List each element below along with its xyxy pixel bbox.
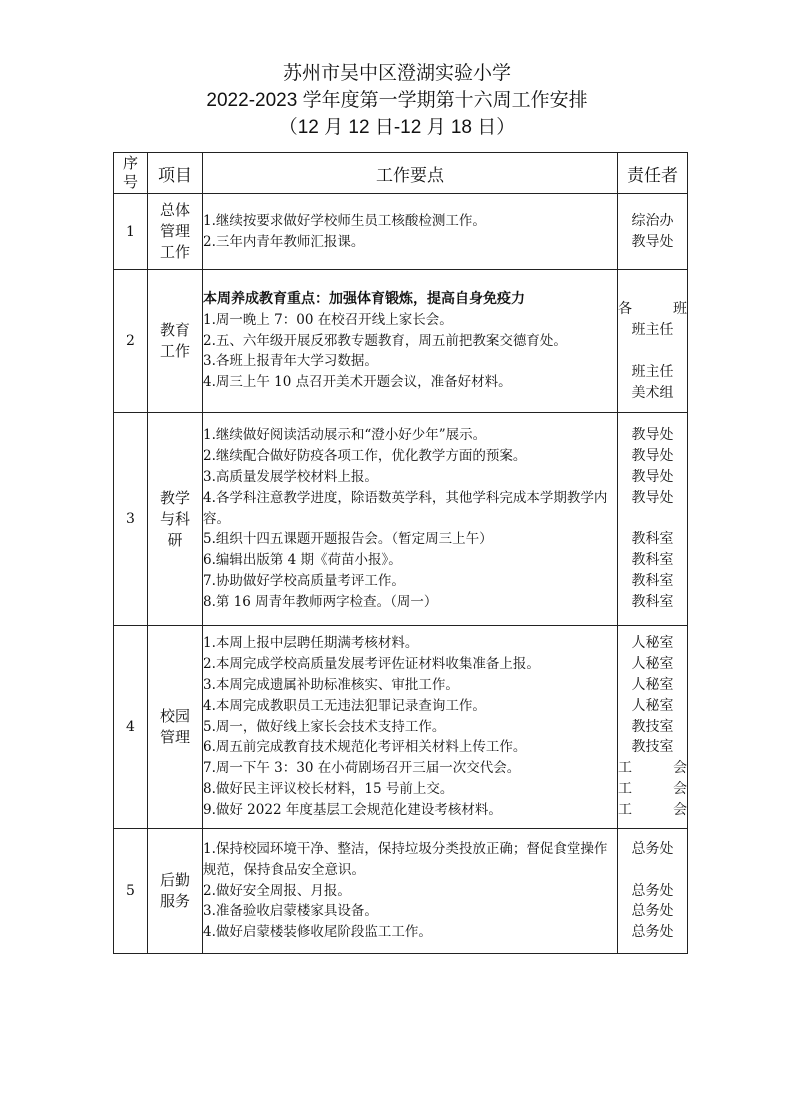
document-header bbox=[0, 60, 794, 141]
point-line: 5.周一，做好线上家长会技术支持工作。 bbox=[203, 718, 446, 735]
owner-line: 教技室 bbox=[631, 718, 674, 735]
owner-line: 教科室 bbox=[631, 572, 674, 589]
owner-line bbox=[618, 860, 687, 881]
owner-line: 教导处 bbox=[631, 448, 674, 465]
owner-line: 总务处 bbox=[631, 841, 674, 857]
point-line: 2.三年内青年教师汇报课。 bbox=[203, 233, 365, 250]
document-title: 2022-2023 学年度第一学期第十六周工作安排 bbox=[206, 90, 588, 111]
point-line: 4.周三上午 10 点召开美术开题会议，准备好材料。 bbox=[203, 374, 512, 391]
owner-line: 教科室 bbox=[631, 593, 674, 610]
point-line: 5.组织十四五课题开题报告会。（暂定周三上午） bbox=[203, 531, 493, 548]
row-owner bbox=[618, 626, 688, 829]
owner-line: 总务处 bbox=[631, 903, 674, 920]
point-line: 2.五、六年级开展反邪教专题教育，周五前把教案交德育处。 bbox=[203, 332, 567, 349]
row-item-label: 教学与科研 bbox=[160, 488, 191, 549]
owner-line: 人秘室 bbox=[631, 677, 674, 693]
owner-line bbox=[618, 279, 687, 300]
header-seq-label: 序号 bbox=[122, 154, 138, 191]
row-item bbox=[148, 829, 203, 954]
point-line: 2.继续配合做好防疫各项工作，优化教学方面的预案。 bbox=[203, 448, 527, 465]
point-line: 2.做好安全周报、月报。 bbox=[203, 882, 351, 899]
row-seq: 3 bbox=[114, 413, 148, 626]
header-item: 项目 bbox=[148, 153, 203, 194]
row-seq: 4 bbox=[114, 626, 148, 829]
owner-line: 教导处 bbox=[631, 469, 674, 485]
row-item-label: 后勤服务 bbox=[160, 871, 191, 910]
point-line: 3.各班上报青年大学习数据。 bbox=[203, 353, 378, 370]
row-item-label: 教育工作 bbox=[160, 321, 191, 360]
work-schedule-table bbox=[113, 152, 688, 954]
owner-line: 人秘室 bbox=[631, 656, 674, 673]
owner-line: 各 班 bbox=[618, 301, 687, 318]
point-line: 6.编辑出版第 4 期《荷苗小报》。 bbox=[203, 552, 402, 569]
table-row bbox=[114, 829, 688, 954]
table-row bbox=[114, 413, 688, 626]
row-seq: 1 bbox=[114, 194, 148, 270]
owner-line: 美术组 bbox=[631, 384, 674, 401]
point-line: 1.继续做好阅读活动展示和“澄小好少年”展示。 bbox=[203, 427, 487, 444]
row-points bbox=[203, 626, 618, 829]
owner-line: 总务处 bbox=[631, 882, 674, 899]
owner-line: 总务处 bbox=[631, 924, 674, 941]
table-row bbox=[114, 270, 688, 413]
school-name: 苏州市吴中区澄湖实验小学 bbox=[282, 63, 511, 84]
point-line: 4.本周完成教职员工无违法犯罪记录查询工作。 bbox=[203, 697, 486, 714]
owner-line: 工 会 bbox=[618, 780, 687, 797]
point-line: 3.本周完成遗属补助标准核实、审批工作。 bbox=[203, 677, 459, 693]
row-owner bbox=[618, 270, 688, 413]
focus-line: 本周养成教育重点：加强体育锻炼，提高自身免疫力 bbox=[203, 291, 525, 307]
row-owner bbox=[618, 413, 688, 626]
point-line: 9.做好 2022 年度基层工会规范化建设考核材料。 bbox=[203, 801, 502, 818]
owner-line: 人秘室 bbox=[631, 697, 674, 714]
row-points bbox=[203, 413, 618, 626]
point-line: 2.本周完成学校高质量发展考评佐证材料收集准备上报。 bbox=[203, 656, 540, 673]
row-item-label: 校园管理 bbox=[160, 707, 191, 746]
owner-line: 教导处 bbox=[631, 427, 674, 444]
table-row bbox=[114, 194, 688, 270]
point-line: 1.周一晚上 7：00 在校召开线上家长会。 bbox=[203, 311, 453, 328]
point-line: 8.做好民主评议校长材料，15 号前上交。 bbox=[203, 780, 454, 797]
owner-line: 教导处 bbox=[631, 233, 674, 250]
point-line: 3.高质量发展学校材料上报。 bbox=[203, 469, 378, 485]
point-line: 7.协助做好学校高质量考评工作。 bbox=[203, 572, 405, 589]
row-points bbox=[203, 194, 618, 270]
point-line: 1.保持校园环境干净、整洁，保持垃圾分类投放正确；督促食堂操作规范，保持食品安全意识。 bbox=[203, 841, 608, 878]
owner-line bbox=[618, 509, 687, 530]
row-seq: 5 bbox=[114, 829, 148, 954]
point-line: 4.做好启蒙楼装修收尾阶段监工工作。 bbox=[203, 924, 432, 941]
owner-line: 工 会 bbox=[618, 760, 687, 777]
row-item bbox=[148, 413, 203, 626]
row-item bbox=[148, 626, 203, 829]
row-points bbox=[203, 270, 618, 413]
row-owner bbox=[618, 829, 688, 954]
owner-line bbox=[618, 341, 687, 362]
date-range: （12 月 12 日-12 月 18 日） bbox=[278, 117, 516, 138]
owner-line: 教科室 bbox=[631, 552, 674, 569]
row-item-label: 总体管理工作 bbox=[160, 201, 191, 261]
row-item bbox=[148, 270, 203, 413]
table-row bbox=[114, 626, 688, 829]
point-line: 3.准备验收启蒙楼家具设备。 bbox=[203, 903, 378, 920]
header-owner: 责任者 bbox=[618, 153, 688, 194]
point-line: 8.第 16 周青年教师两字检查。（周一） bbox=[203, 593, 438, 610]
owner-line: 综治办 bbox=[631, 212, 674, 229]
table-header-row bbox=[114, 153, 688, 194]
point-line: 1.继续按要求做好学校师生员工核酸检测工作。 bbox=[203, 212, 486, 229]
header-points: 工作要点 bbox=[203, 153, 618, 194]
owner-line: 教导处 bbox=[631, 489, 674, 506]
row-owner bbox=[618, 194, 688, 270]
owner-line: 人秘室 bbox=[631, 635, 674, 652]
owner-line: 班主任 bbox=[631, 322, 674, 339]
row-points bbox=[203, 829, 618, 954]
row-seq: 2 bbox=[114, 270, 148, 413]
row-item bbox=[148, 194, 203, 270]
point-line: 7.周一下午 3：30 在小荷剧场召开三届一次交代会。 bbox=[203, 760, 521, 777]
owner-line: 教科室 bbox=[631, 531, 674, 548]
point-line: 6.周五前完成教育技术规范化考评相关材料上传工作。 bbox=[203, 739, 527, 756]
header-seq bbox=[114, 153, 148, 194]
point-line: 4.各学科注意教学进度，除语数英学科，其他学科完成本学期教学内容。 bbox=[203, 489, 608, 527]
owner-line: 班主任 bbox=[631, 363, 674, 380]
owner-line: 教技室 bbox=[631, 739, 674, 756]
point-line: 1.本周上报中层聘任期满考核材料。 bbox=[203, 635, 419, 652]
owner-line: 工 会 bbox=[618, 801, 687, 818]
